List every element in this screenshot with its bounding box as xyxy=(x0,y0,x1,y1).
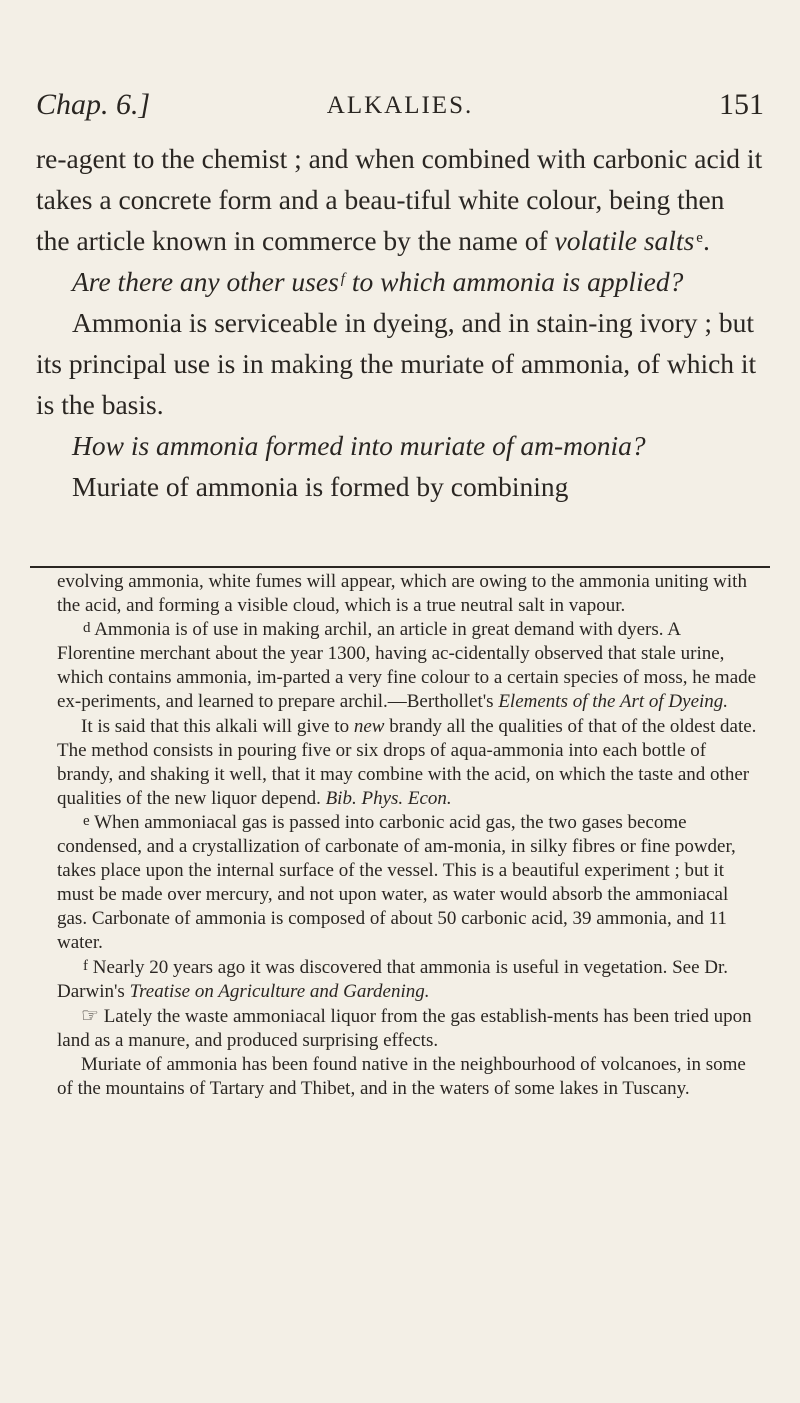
footnote-text: It is said that this alkali will give to xyxy=(81,715,354,737)
footnote-native-muriate: Muriate of ammonia has been found native in the neighbourhood of volcanoes, in some of the mountains of Tartary and Thibet, and in the waters of some lakes in Tuscany. xyxy=(57,1053,746,1099)
italic-term: volatile salts xyxy=(554,225,695,256)
paragraph-end: . xyxy=(702,225,710,256)
question-text-end: to which ammonia is applied? xyxy=(344,266,684,297)
footnote-brandy xyxy=(57,715,760,811)
footnote-divider xyxy=(30,566,770,568)
running-header xyxy=(36,88,764,138)
footnote-d xyxy=(57,618,760,714)
footnote-ref-e: e xyxy=(696,230,703,246)
question-muriate: How is ammonia formed into muriate of am-monia? xyxy=(72,430,646,461)
footnote-text: Nearly 20 years ago it was discovered that ammonia is useful in vegetation. See Dr. Darwin's xyxy=(57,956,729,1002)
question-uses xyxy=(36,261,764,302)
italic-word: new xyxy=(353,715,385,737)
answer-muriate: Muriate of ammonia is formed by combining xyxy=(72,471,569,502)
footnote-e xyxy=(57,811,760,956)
pointing-hand-icon: ☞ xyxy=(81,1004,99,1027)
footnote-text: Lately the waste ammoniacal liquor from the gas establish-ments has been tried upon land as a manure, and produced surprising effects. xyxy=(57,1005,752,1051)
footnote-marker-f: f xyxy=(83,957,88,974)
citation: Bib. Phys. Econ. xyxy=(325,787,452,809)
footnote-text-cont: brandy all the qualities of that of the oldest date. The method consists in pouring five or six drops of aqua-ammonia into each bottle of brandy, and shaking it well, that it may combine with the acid, on which the taste and other qualities of the new liquor depend. xyxy=(57,715,757,809)
citation: Treatise on Agriculture and Gardening. xyxy=(129,980,430,1002)
citation: Elements of the Art of Dyeing. xyxy=(498,691,729,713)
footnote-text: When ammoniacal gas is passed into carbonic acid gas, the two gases become condensed, and a crystallization of carbonate of am-monia, in silky fibres or fine powder, takes place upon the internal surface of the vessel. This is a beautiful experiment ; but it must be made over mercury, and not upon water, as water would absorb the ammoniacal gas. Carbonate of ammonia is composed of about 50 carbonic acid, 39 ammonia, and 11 water. xyxy=(57,811,736,954)
main-text xyxy=(36,138,764,507)
footnote-continuation: evolving ammonia, white fumes will appear, which are owing to the ammonia uniting with the acid, and forming a visible cloud, which is a true neutral salt in vapour. xyxy=(57,571,747,617)
footnotes xyxy=(57,570,760,1101)
footnote-marker-e: e xyxy=(83,812,90,829)
footnote-marker-d: d xyxy=(83,620,91,637)
page-number: 151 xyxy=(719,88,764,121)
paragraph-text: re-agent to the chemist ; and when combined with carbonic acid it takes a concrete form and a beau-tiful white colour, being then the article known in commerce by the name of xyxy=(36,143,763,256)
paragraph-volatile-salts xyxy=(36,138,764,261)
footnote-text: Ammonia is of use in making archil, an article in great demand with dyers. A Florentine merchant about the year 1300, having ac-cidentally observed that stale urine, which contains ammonia, im-parted a very fine colour to a certain species of moss, he made ex-periments, and learned to prepare archil.—Berthollet's xyxy=(57,619,757,713)
footnote-f xyxy=(57,956,760,1004)
answer-dyeing: Ammonia is serviceable in dyeing, and in stain-ing ivory ; but its principal use is in making the muriate of ammonia, of which it is the basis. xyxy=(36,307,757,420)
chapter-heading: Chap. 6.] xyxy=(36,88,151,121)
question-text: Are there any other uses xyxy=(72,266,339,297)
footnote-gas-liquor xyxy=(57,1004,760,1053)
footnote-ref-f: f xyxy=(340,271,345,287)
section-title: ALKALIES. xyxy=(326,92,474,119)
